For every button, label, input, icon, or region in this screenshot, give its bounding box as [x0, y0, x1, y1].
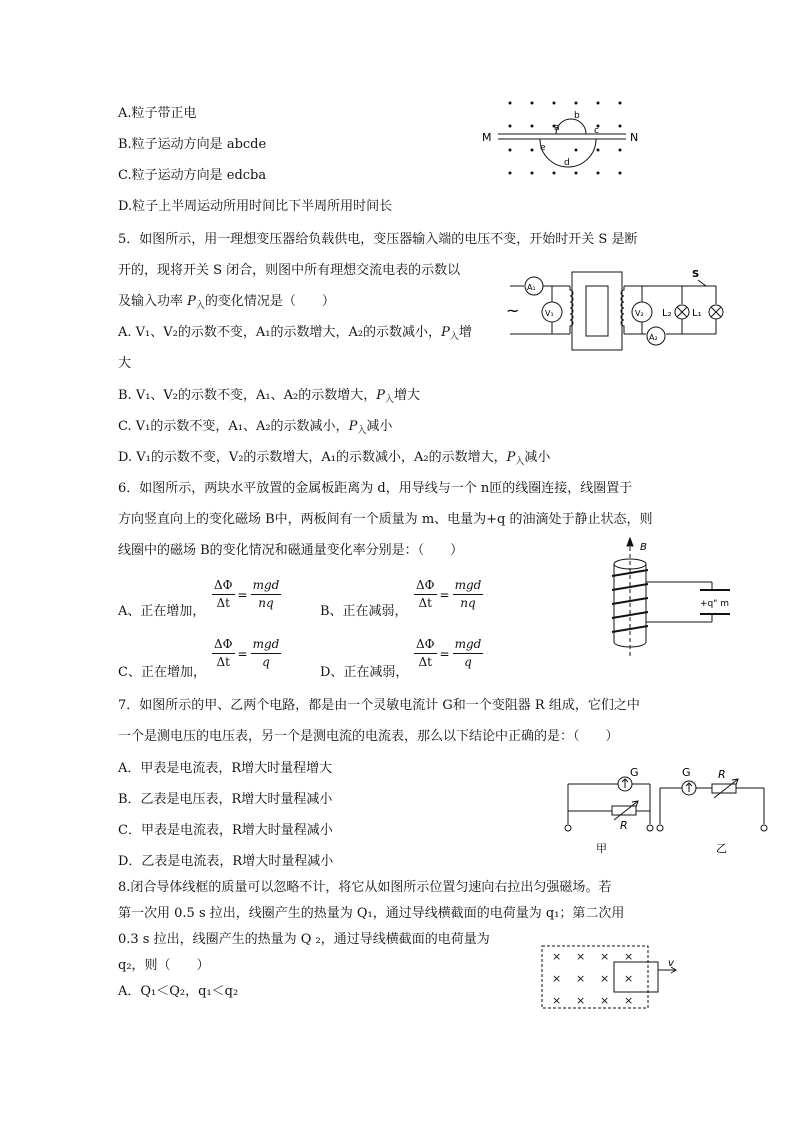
q8-field-x: × — [624, 972, 634, 985]
q7-label-g1: G — [630, 766, 639, 779]
q7-stem-line1: 7．如图所示的甲、乙两个电路，都是由一个灵敏电流计 G和一个变阻器 R 组成，它们之中 — [118, 698, 640, 713]
q8-field-x: × — [552, 950, 562, 963]
q7-option-b: B．乙表是电压表，R增大时量程减小 — [118, 792, 333, 807]
q5-option-d: D. V₁的示数不变，V₂的示数增大，A₁的示数减小，A₂的示数增大，$P_入$减小 — [118, 450, 551, 467]
q6-stem-line3: 线圈中的磁场 B的变化情况和磁通量变化率分别是：（ ） — [118, 543, 464, 558]
q7-label-yi: 乙 — [716, 842, 727, 854]
q5-lamp-l2: L₂ — [662, 308, 672, 319]
q4-label-c: c — [594, 126, 599, 136]
q5-ammeter-a1: A₁ — [527, 283, 536, 292]
q6-option-a-formula: $\frac{\Delta\Phi}{\Delta t}$ = mgd nq — [214, 578, 280, 610]
q8-label-v: v — [668, 958, 674, 969]
q6-figure — [600, 536, 750, 661]
q4-option-a: A.粒子带正电 — [118, 106, 197, 121]
q4-option-d: D.粒子上半周运动所用时间比下半周所用时间长 — [118, 199, 393, 214]
q7-figure — [558, 766, 773, 854]
q7-label-r1: R — [620, 819, 628, 832]
q6-option-b-label: B、正在减弱， — [320, 604, 408, 619]
q4-label-n: N — [630, 131, 639, 144]
q6-option-d-label: D、正在减弱， — [320, 665, 409, 680]
q5-voltmeter-v1: V₁ — [545, 309, 554, 318]
q5-option-c: C. V₁的示数不变，A₁、A₂的示数减小，$P_入$减小 — [118, 419, 393, 436]
q8-field-x: × — [600, 950, 610, 963]
q7-label-r2: R — [718, 768, 726, 781]
q8-stem-line1: 8.闭合导体线框的质量可以忽略不计，将它从如图所示位置匀速向右拉出匀强磁场。若 — [118, 880, 612, 895]
q5-option-a: A. V₁、V₂的示数不变，A₁的示数增大，A₂的示数减小，$P_入$增 — [118, 325, 472, 342]
q4-label-d: d — [564, 158, 570, 168]
q7-option-d: D．乙表是电流表，R增大时量程减小 — [118, 854, 334, 869]
q4-figure — [478, 98, 648, 178]
q8-stem-line4: q₂，则（ ） — [118, 958, 210, 973]
q4-label-a: a — [554, 123, 560, 133]
q6-option-c-formula: $\frac{\Delta\Phi}{\Delta t}$ = mgd q — [214, 637, 280, 669]
q6-stem-line1: 6．如图所示，两块水平放置的金属板距离为 d，用导线与一个 n匝的线圈连接，线圈置于 — [118, 481, 633, 496]
q8-field-x: × — [552, 972, 562, 985]
q7-label-g2: G — [682, 766, 691, 779]
q5-figure — [506, 266, 726, 356]
q6-option-b-formula: $\frac{\Delta\Phi}{\Delta t}$ = mgd nq — [416, 578, 482, 610]
q5-voltmeter-v2: V₂ — [635, 309, 644, 318]
q5-switch-s: S — [692, 269, 700, 280]
q6-label-b: B — [640, 542, 647, 553]
q4-label-e: e — [540, 143, 546, 153]
q4-option-c: C.粒子运动方向是 edcba — [118, 168, 267, 183]
q4-label-m: M — [482, 131, 492, 144]
q7-option-c: C．甲表是电流表，R增大时量程减小 — [118, 823, 333, 838]
q8-option-a: A．Q₁＜Q₂，q₁＜q₂ — [118, 984, 239, 999]
q6-stem-line2: 方向竖直向上的变化磁场 B中，两板间有一个质量为 m、电量为+q 的油滴处于静止状态，则 — [118, 512, 653, 527]
q6-option-c-label: C、正在增加， — [118, 665, 206, 680]
q8-field-x: × — [600, 994, 610, 1007]
q8-field-x: × — [576, 972, 586, 985]
q5-ac-source: ~ — [506, 301, 520, 320]
q5-ammeter-a2: A₂ — [649, 333, 658, 342]
q8-field-x: × — [624, 950, 634, 963]
q4-label-b: b — [574, 111, 580, 121]
q5-lamp-l1: L₁ — [692, 308, 702, 319]
q6-label-charge: +q" m — [700, 599, 730, 609]
q8-figure — [540, 942, 690, 1012]
q8-field-x: × — [624, 994, 634, 1007]
q7-label-jia: 甲 — [596, 842, 607, 854]
q6-option-a-label: A、正在增加， — [118, 604, 206, 619]
q5-option-b: B. V₁、V₂的示数不变，A₁、A₂的示数增大，$P_入$增大 — [118, 388, 420, 405]
q8-field-x: × — [576, 994, 586, 1007]
q5-stem-line1: 5．如图所示，用一理想变压器给负载供电，变压器输入端的电压不变，开始时开关 S 是断 — [118, 232, 638, 247]
q8-stem-line3: 0.3 s 拉出，线圈产生的热量为 Q ₂，通过导线横截面的电荷量为 — [118, 932, 490, 947]
q5-option-a-cont: 大 — [118, 356, 132, 371]
q5-stem-line2: 开的，现将开关 S 闭合，则图中所有理想交流电表的示数以 — [118, 263, 461, 278]
q7-option-a: A．甲表是电流表，R增大时量程增大 — [118, 761, 333, 776]
q8-stem-line2: 第一次用 0.5 s 拉出，线圈产生的热量为 Q₁，通过导线横截面的电荷量为 q₁；第二次用 — [118, 906, 625, 921]
q8-field-x: × — [552, 994, 562, 1007]
q6-option-d-formula: $\frac{\Delta\Phi}{\Delta t}$ = mgd q — [416, 637, 482, 669]
q7-stem-line2: 一个是测电压的电压表，另一个是测电流的电流表，那么以下结论中正确的是：（ ） — [118, 729, 619, 744]
q8-field-x: × — [576, 950, 586, 963]
q8-field-x: × — [600, 972, 610, 985]
q5-stem-line3: 及输入功率 $P_入$的变化情况是（ ） — [118, 294, 335, 311]
q4-option-b: B.粒子运动方向是 abcde — [118, 137, 267, 152]
